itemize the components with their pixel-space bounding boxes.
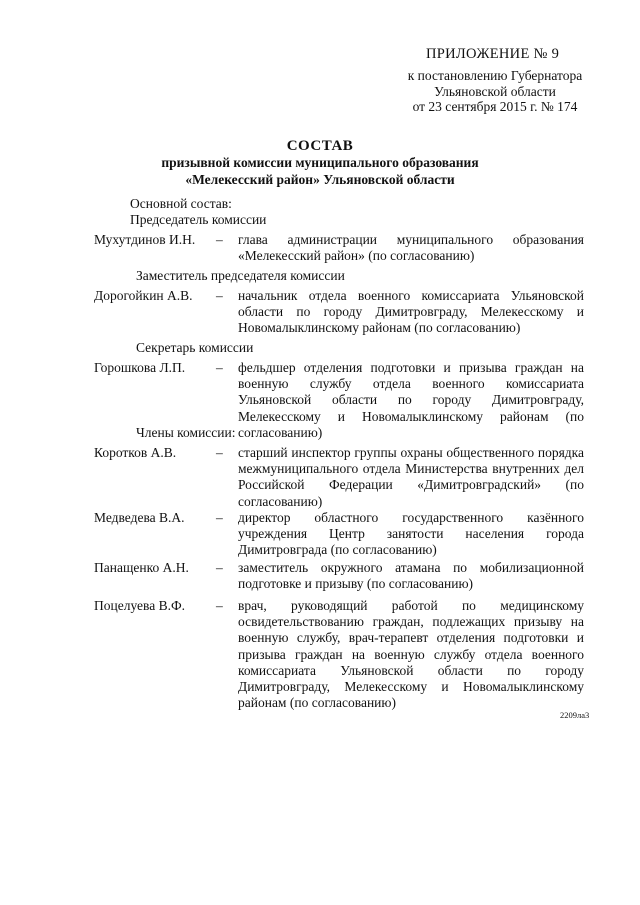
member-entry	[94, 288, 594, 337]
section-main-composition: Основной состав:	[130, 196, 232, 211]
section-secretary: Секретарь комиссии	[136, 340, 254, 355]
document-title: СОСТАВ	[286, 138, 354, 154]
dash-separator: –	[216, 560, 223, 575]
member-entry	[94, 560, 594, 592]
member-position: директор областного государственного казённого учреждения Центр занятости населения города Димитровграда (по согласованию)	[238, 510, 584, 558]
member-name: Горошкова Л.П.	[94, 360, 186, 375]
decree-reference	[380, 68, 610, 115]
member-name: Дорогойкин А.В.	[94, 288, 193, 303]
member-position: заместитель окружного атамана по мобилизационной подготовке и призыву (по согласованию)	[238, 560, 584, 592]
decree-ref-line: к постановлению Губернатора	[407, 68, 583, 83]
subtitle-line: «Мелекесский район» Ульяновской области	[185, 171, 455, 187]
decree-ref-line: Ульяновской области	[434, 83, 556, 99]
member-position: старший инспектор группы охраны общественного порядка межмуниципального отдела Министерства внутренних дел Российской Федерации «Димитровградский» (по согласованию)	[238, 445, 584, 509]
dash-separator: –	[216, 288, 223, 303]
member-position: фельдшер отделения подготовки и призыва граждан на военную службу отдела военного комиссариата Ульяновской области по городу Димитровграду, Мелекесскому и Новомалыклинскому районам (по согласованию)	[238, 360, 584, 440]
section-chairman: Председатель комиссии	[130, 212, 267, 227]
subtitle-line: призывной комиссии муниципального образования	[161, 155, 479, 170]
member-name: Мухутдинов И.Н.	[94, 232, 196, 247]
member-position: начальник отдела военного комиссариата Ульяновской области по городу Димитровграду, Мелекесскому и Новомалыклинскому районам (по согласованию)	[238, 288, 584, 336]
member-name: Поцелуева В.Ф.	[94, 598, 185, 613]
member-name: Коротков А.В.	[94, 445, 177, 460]
member-position: врач, руководящий работой по медицинскому освидетельствованию граждан, подлежащих призыву на военную службу, врач-терапевт отделения подготовки и призыва граждан на военную службу отдела военного комиссариата Ульяновской области по городу Димитровграду, Мелекесскому и Новомалыклинскому районам (по согласованию)	[238, 598, 584, 711]
document-code: 2209ла3	[560, 710, 590, 720]
section-members: Члены комиссии:	[136, 425, 236, 440]
dash-separator: –	[216, 360, 223, 375]
member-entry	[94, 510, 594, 559]
member-name: Панащенко А.Н.	[94, 560, 189, 575]
member-entry	[94, 598, 594, 711]
member-entry	[94, 232, 594, 264]
document-subtitle	[0, 155, 640, 188]
decree-ref-line: от 23 сентября 2015 г. № 174	[412, 99, 578, 114]
dash-separator: –	[216, 510, 223, 525]
dash-separator: –	[216, 445, 223, 460]
dash-separator: –	[216, 232, 223, 247]
member-name: Медведева В.А.	[94, 510, 185, 525]
appendix-label: ПРИЛОЖЕНИЕ № 9	[426, 46, 560, 62]
member-entry	[94, 445, 594, 510]
section-deputy: Заместитель председателя комиссии	[136, 268, 345, 283]
member-position: глава администрации муниципального образования «Мелекесский район» (по согласованию)	[238, 232, 584, 264]
dash-separator: –	[216, 598, 223, 613]
